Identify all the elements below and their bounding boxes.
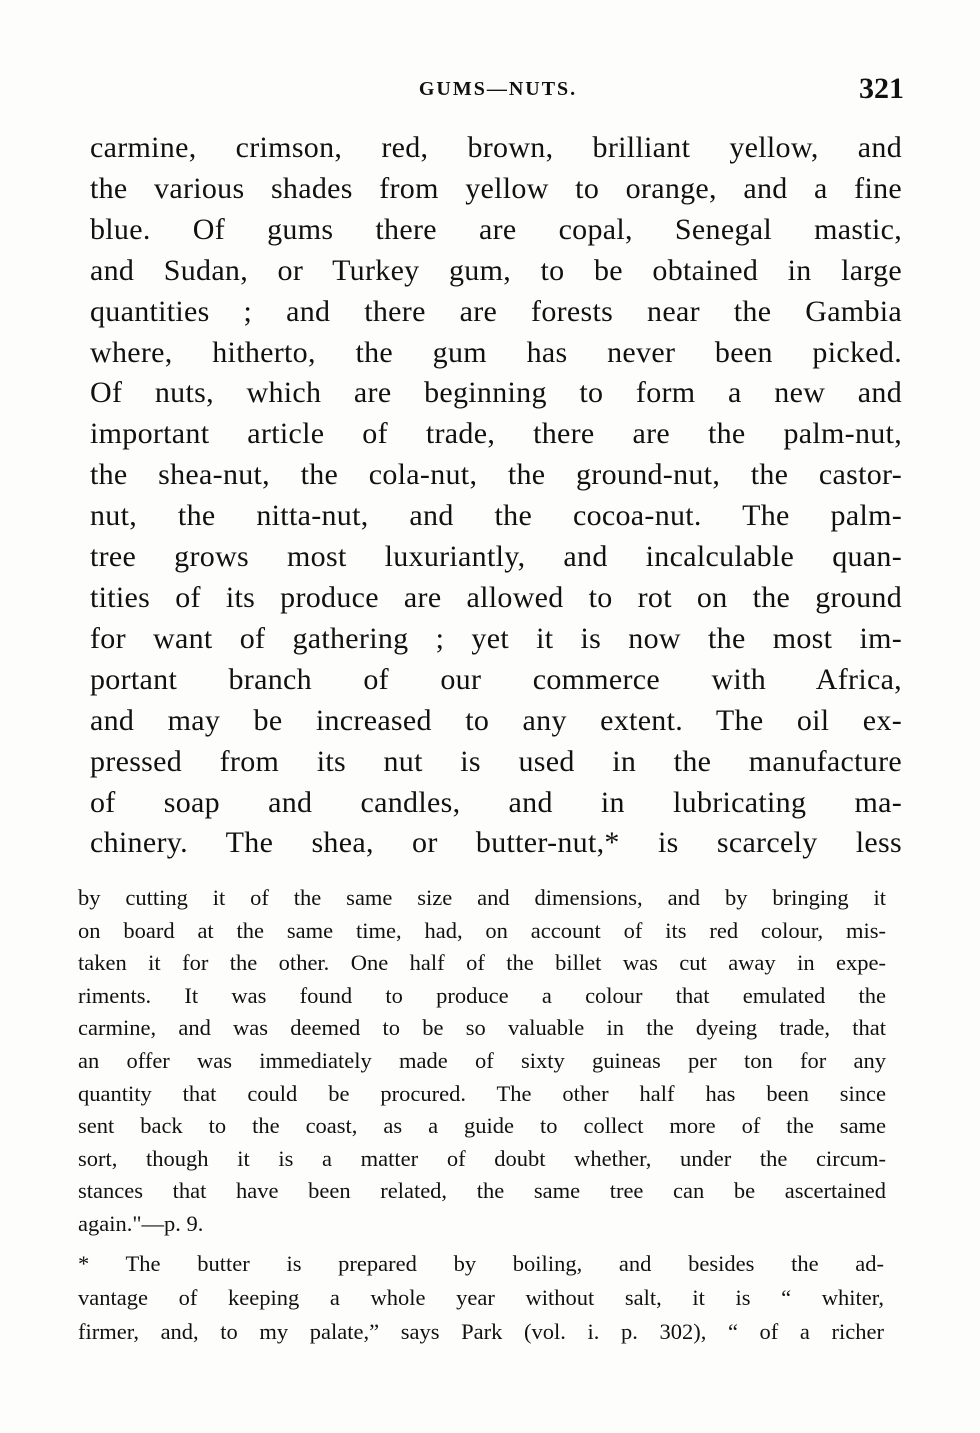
note-line: riments. It was found to produce a colour that emulated the [78,982,886,1008]
body-line: of soap and candles, and in lubricating ma- [90,785,902,819]
body-line: the shea-nut, the cola-nut, the ground-nut, the castor- [90,458,902,492]
body-line: and may be increased to any extent. The oil ex- [90,703,902,737]
note-line: carmine, and was deemed to be so valuable in the dyeing trade, that [78,1015,886,1041]
running-title: GUMS—NUTS. [418,78,578,100]
body-line: Of nuts, which are beginning to form a new and [90,376,902,410]
note-line: an offer was immediately made of sixty guineas per ton for any [78,1047,886,1073]
note-line: by cutting it of the same size and dimensions, and by bringing it [78,885,886,910]
body-line: portant branch of our commerce with Africa, [90,662,902,696]
note-line: quantity that could be procured. The other half has been since [78,1080,886,1106]
body-line: where, hitherto, the gum has never been picked. [90,335,902,369]
body-line: nut, the nitta-nut, and the cocoa-nut. The palm- [90,499,902,533]
note-line: sort, though it is a matter of doubt whether, under the circum- [78,1145,886,1171]
body-line: the various shades from yellow to orange, and a fine [90,171,902,205]
page-number: 321 [859,72,904,105]
note-line: stances that have been related, the same tree can be ascertained [78,1178,886,1204]
body-text [90,128,902,864]
note-line: sent back to the coast, as a guide to collect more of the same [78,1113,886,1139]
note-line: on board at the same time, had, on account of its red colour, mis- [78,917,886,943]
footnote-line: firmer, and, to my palate,” says Park (vol. i. p. 302), “ of a richer [78,1319,884,1344]
body-line: quantities ; and there are forests near the Gambia [90,294,902,328]
body-line: carmine, crimson, red, brown, brilliant yellow, and [90,131,902,164]
body-line: chinery. The shea, or butter-nut,* is scarcely less [90,826,902,860]
body-line: tree grows most luxuriantly, and incalculable quan- [90,540,902,574]
footnote-line: * The butter is prepared by boiling, and besides the ad- [78,1251,884,1276]
footnote-line: vantage of keeping a whole year without salt, it is “ whiter, [78,1285,884,1310]
note-line: taken it for the other. One half of the billet was cut away in expe- [78,950,886,976]
footnote [78,1247,884,1349]
continued-note [78,882,886,1241]
body-line: pressed from its nut is used in the manufacture [90,744,902,778]
body-line: tities of its produce are allowed to rot on the ground [90,580,902,614]
body-line: and Sudan, or Turkey gum, to be obtained in large [90,253,902,287]
body-line: for want of gathering ; yet it is now the most im- [90,621,902,655]
note-line: again."—p. 9. [78,1210,204,1236]
body-line: important article of trade, there are the palm-nut, [90,417,902,451]
body-line: blue. Of gums there are copal, Senegal mastic, [90,212,902,246]
running-head [92,72,904,112]
